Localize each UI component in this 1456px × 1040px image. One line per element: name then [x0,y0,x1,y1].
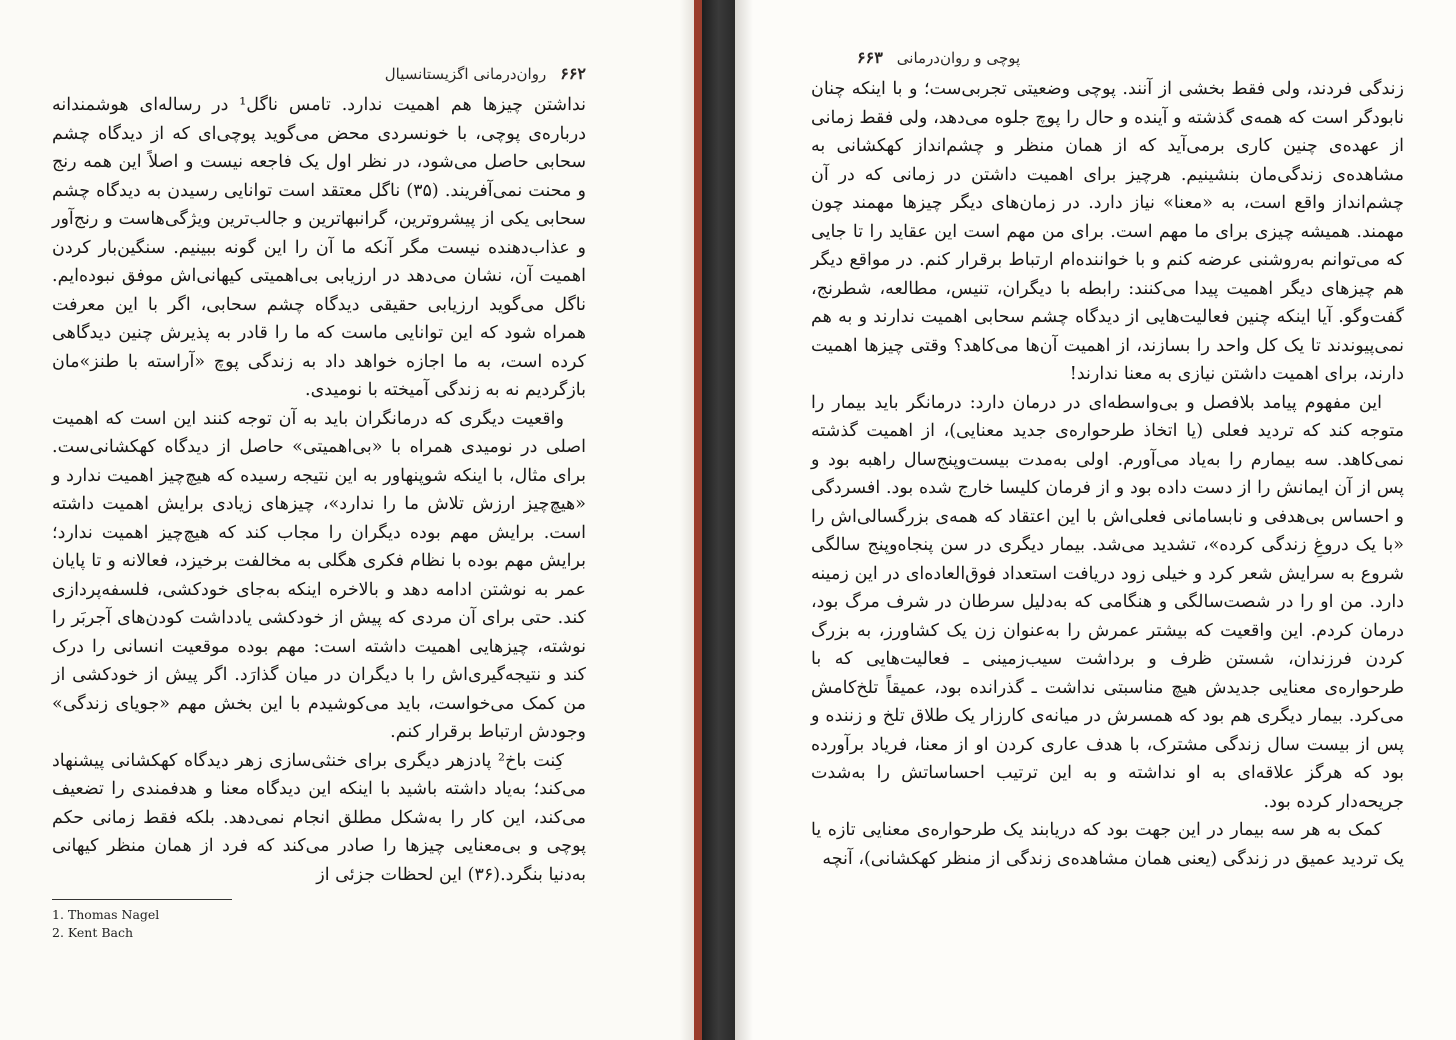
footnote-1: 1. Thomas Nagel [52,907,160,922]
footnote-rule [52,899,232,900]
right-paragraph-3: کمک به هر سه بیمار در این جهت بود که دریابند یک طرحواره‌ی معنایی تازه یا یک تردید عمیق در زندگی (یعنی همان مشاهده‌ی زندگی از منظر کهکشانی)، آنچه [811,820,1404,869]
right-paragraph-1: زندگی فردند، ولی فقط بخشی از آنند. پوچی وضعیتی تجربی‌ست؛ و با اینکه چنان نابودگر است که همه‌ی گذشته و آینده و حال را پوچ جلوه می‌دهد، ولی فقط زمانی از عهده‌ی چنین کاری برمی‌آید که از همان منظر و چشم‌انداز کهکشانی به مشاهده‌ی زندگی‌مان بنشینیم. هرچیز برای اهمیت داشتن در زمانی که در آن چشم‌انداز واقع است، به «معنا» نیاز دارد. در زمان‌های دیگر چیزها مهمند چون مهمند. همیشه چیزی برای ما مهم است. برای من مهم است این عقاید را تا جایی که می‌توانم به‌روشنی عرضه کنم و با خواننده‌ام ارتباط برقرار کنم. در مواقع دیگر هم چیزهای دیگر اهمیت پیدا می‌کنند: رابطه با دیگران، تنیس، مطالعه، شطرنج، گفت‌وگو. آیا اینکه چنین فعالیت‌هایی از دیدگاه چشم سحابی اهمیت ندارند و به هم نمی‌پیوندند تا یک کل واحد را بسازند، از اهمیت آن‌ها می‌کاهد؟ وقتی چیزها اهمیت دارند، برای اهمیت داشتن نیازی به معنا ندارند! [811,79,1404,384]
left-paragraph-2: واقعیت دیگری که درمانگران باید به آن توجه کنند این است که اهمیت اصلی در نومیدی همراه با «بی‌اهمیتی» حاصل از دیدگاه کهکشانی‌ست. برای مثال، با اینکه شوپنهاور به این نتیجه رسیده که هیچ‌چیز اهمیت ندارد و «هیچ‌چیز ارزش تلاش ما را ندارد»، چیزهای زیادی برایش اهمیت داشته است. برایش مهم بوده دیگران را مجاب کند که هیچ‌چیز اهمیت ندارد؛ برایش مهم بوده با نظام فکری هگلی به مخالفت برخیزد، فعالانه و تا پایان عمر به نوشتن ادامه دهد و بالاخره اینکه به‌جای خودکشی، فلسفه‌پردازی کند. حتی برای آن مردی که پیش از خودکشی یادداشت کودن‌های آجربَر را نوشته، چیزهایی اهمیت داشته است: مهم بوده موقعیت انسانی را درک کند و نتیجه‌گیری‌اش را با دیگران در میان گذارَد. اگر پیش از خودکشی از من کمک می‌خواست، باید می‌کوشیدم با این بخش مهم «جویای زندگی» وجودش ارتباط برقرار کنم. [52,408,586,742]
right-running-title: پوچی و روان‌درمانی [896,49,1021,67]
right-page-edge-shadow [735,0,753,1040]
right-page [735,0,1456,1040]
left-body-text [52,91,586,889]
left-paragraph-1: نداشتن چیزها هم اهمیت ندارد. تامس ناگل¹ در رساله‌ای هوشمندانه درباره‌ی پوچی، با خونسردی محض می‌گوید پوچی‌ای که از دیدگاه چشم سحابی حاصل می‌شود، در نظر اول یک فاجعه نیست و اصلاً این همه رنج و محنت نمی‌آفریند. (۳۵) ناگل معتقد است توانایی رسیدن به دیدگاه چشم سحابی یکی از پیشروترین، گرانبهاترین و جالب‌ترین ویژگی‌هاست و رنج‌آور و عذاب‌دهنده نیست مگر آنکه ما آن را این گونه ببینیم. سنگین‌بار کردن اهمیت آن، نشان می‌دهد در ارزیابی بی‌اهمیتی کیهانی‌اش موفق نبوده‌ایم. ناگل می‌گوید ارزیابی حقیقی دیدگاه چشم سحابی، اگر با این معرفت همراه شود که این توانایی ماست که ما را قادر به پذیرش چنین دیدگاهی کرده است، به ما اجازه خواهد داد به زندگی پوچ «آراسته با طنز»مان بازگردیم نه به زندگی آمیخته با نومیدی. [52,95,586,400]
left-running-head [52,64,586,83]
left-running-title: روان‌درمانی اگزیستانسیال [384,65,547,83]
right-running-head [811,48,1404,67]
left-page-edge-shadow [680,0,694,1040]
right-paragraph-2: این مفهوم پیامد بلافصل و بی‌واسطه‌ای در درمان دارد: درمانگر باید بیمار را متوجه کند که تردید فعلی (یا اتخاذ طرحواره‌ی جدید معنایی)، از اهمیت گذشته نمی‌کاهد. سه بیمارم را به‌یاد می‌آورم. اولی به‌مدت بیست‌وپنج‌سال راهبه بود و پس از آن ایمانش را از دست داده بود و از فرمان کلیسا خارج شده بود. افسردگی و احساس بی‌هدفی و نابسامانی فعلی‌اش با این اعتقاد که همه‌ی بزرگسالی‌اش را «با یک دروغِ زندگی کرده»، تشدید می‌شد. بیمار دیگری در سن پنجاه‌وپنج سالگی شروع به سرایش شعر کرد و خیلی زود دریافت استعداد فوق‌العاده‌ای در این زمینه دارد. من او را در شصت‌سالگی و هنگامی که به‌دلیل سرطان در شرف مرگ بود، درمان کردم. این واقعیت که بیشتر عمرش را به‌عنوان زن یک کشاورز، به بزرگ کردن فرزندان، شستن ظرف و برداشت سیب‌زمینی ـ فعالیت‌هایی که با طرحواره‌ی معنایی جدیدش هیچ مناسبتی نداشت ـ گذرانده بود، عمیقاً تلخ‌کامش می‌کرد. بیمار دیگری هم بود که همسرش در میانه‌ی کارزار یک طلاق تلخ و زننده و پس از بیست سال زندگی مشترک، با هدف عاری کردن او از معنا، فریاد برآورده بود که هرگز علاقه‌ای به او نداشته و به این ترتیب احساساتش را به‌شدت جریحه‌دار کرده بود. [811,392,1404,812]
left-page-number: ۶۶۲ [560,64,586,83]
footnote-2: 2. Kent Bach [52,925,134,940]
right-body-text [811,75,1404,873]
right-page-number: ۶۶۳ [857,48,883,67]
footnotes [52,906,586,942]
book-edge-rim [694,0,702,1040]
book-gutter [702,0,735,1040]
left-page [0,0,694,1040]
left-paragraph-3: کِنت باخ² پادزهر دیگری برای خنثی‌سازی زهر دیدگاه کهکشانی پیشنهاد می‌کند؛ به‌یاد داشته باشید با اینکه این دیدگاه معنا و هدفمندی را تضعیف می‌کند، این کار را به‌شکل مطلق انجام نمی‌دهد. بلکه فقط زمانی حکم پوچی و بی‌معنایی چیزها را صادر می‌کند که فرد از همان منظر کیهانی به‌دنیا بنگرد.(۳۶) این لحظات جزئی از [52,750,586,885]
